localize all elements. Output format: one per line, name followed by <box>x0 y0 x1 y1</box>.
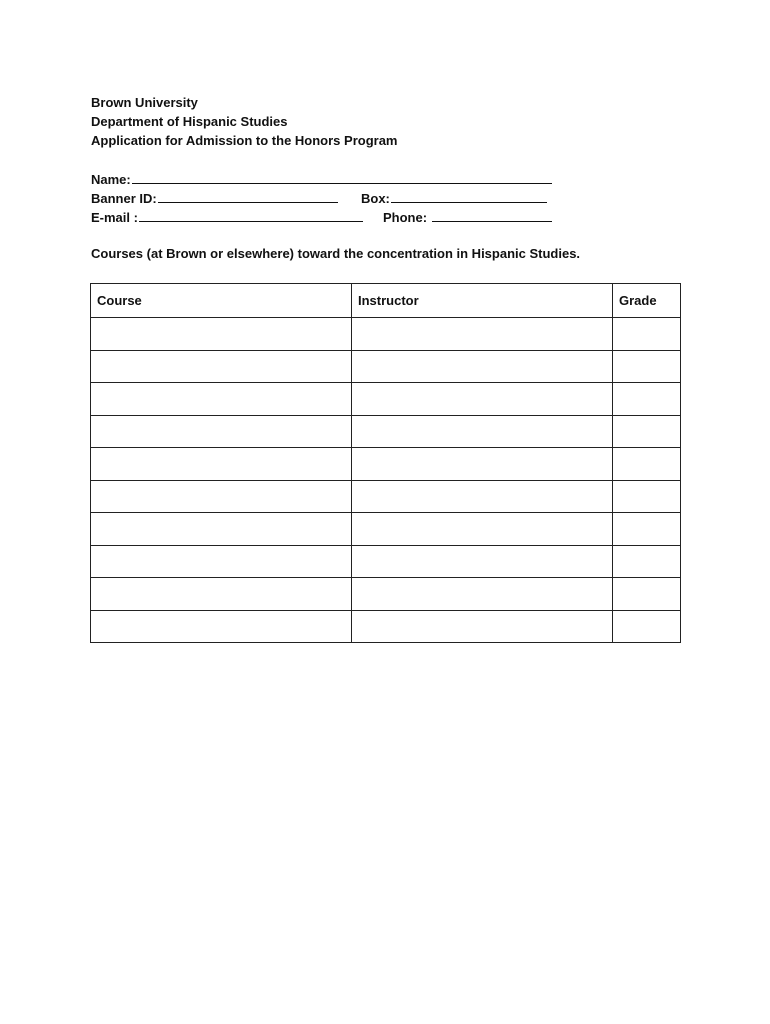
university-name: Brown University <box>91 95 198 110</box>
course-cell[interactable] <box>91 513 352 546</box>
instructor-cell[interactable] <box>352 545 613 578</box>
instructor-cell[interactable] <box>352 578 613 611</box>
course-cell[interactable] <box>91 415 352 448</box>
table-row <box>91 610 681 643</box>
banner-id-field <box>91 189 338 208</box>
banner-id-input-line[interactable] <box>158 189 338 203</box>
table-row <box>91 513 681 546</box>
grade-cell[interactable] <box>613 383 681 416</box>
department-name: Department of Hispanic Studies <box>91 114 288 129</box>
banner-id-label: Banner ID: <box>91 191 157 206</box>
course-cell[interactable] <box>91 480 352 513</box>
course-cell[interactable] <box>91 383 352 416</box>
table-row <box>91 480 681 513</box>
course-column-header: Course <box>91 284 352 318</box>
course-cell[interactable] <box>91 545 352 578</box>
instructor-cell[interactable] <box>352 448 613 481</box>
instructor-cell[interactable] <box>352 513 613 546</box>
grade-cell[interactable] <box>613 415 681 448</box>
instructor-cell[interactable] <box>352 350 613 383</box>
email-label: E-mail : <box>91 210 138 225</box>
grade-cell[interactable] <box>613 318 681 351</box>
email-input-line[interactable] <box>139 208 363 222</box>
grade-cell[interactable] <box>613 545 681 578</box>
box-field <box>361 189 547 208</box>
course-cell[interactable] <box>91 350 352 383</box>
grade-cell[interactable] <box>613 578 681 611</box>
instructor-cell[interactable] <box>352 415 613 448</box>
name-field <box>91 170 552 189</box>
table-row <box>91 383 681 416</box>
instructor-cell[interactable] <box>352 318 613 351</box>
table-row <box>91 545 681 578</box>
courses-intro-text: Courses (at Brown or elsewhere) toward the concentration in Hispanic Studies. <box>91 246 581 261</box>
email-field <box>91 208 363 227</box>
table-row <box>91 318 681 351</box>
instructor-cell[interactable] <box>352 383 613 416</box>
table-row <box>91 350 681 383</box>
instructor-cell[interactable] <box>352 480 613 513</box>
name-label: Name: <box>91 172 131 187</box>
table-row <box>91 448 681 481</box>
name-input-line[interactable] <box>132 170 552 184</box>
course-cell[interactable] <box>91 318 352 351</box>
grade-cell[interactable] <box>613 480 681 513</box>
courses-table <box>90 283 681 643</box>
grade-cell[interactable] <box>613 350 681 383</box>
box-input-line[interactable] <box>391 189 547 203</box>
table-row <box>91 578 681 611</box>
course-cell[interactable] <box>91 610 352 643</box>
instructor-cell[interactable] <box>352 610 613 643</box>
grade-cell[interactable] <box>613 610 681 643</box>
course-cell[interactable] <box>91 448 352 481</box>
box-label: Box: <box>361 191 390 206</box>
form-title: Application for Admission to the Honors Program <box>91 133 398 148</box>
phone-label: Phone: <box>383 210 431 225</box>
instructor-column-header: Instructor <box>352 284 613 318</box>
table-row <box>91 415 681 448</box>
grade-cell[interactable] <box>613 513 681 546</box>
phone-field <box>383 208 552 227</box>
grade-cell[interactable] <box>613 448 681 481</box>
table-header-row <box>91 284 681 318</box>
course-cell[interactable] <box>91 578 352 611</box>
grade-column-header: Grade <box>613 284 681 318</box>
phone-input-line[interactable] <box>432 208 552 222</box>
